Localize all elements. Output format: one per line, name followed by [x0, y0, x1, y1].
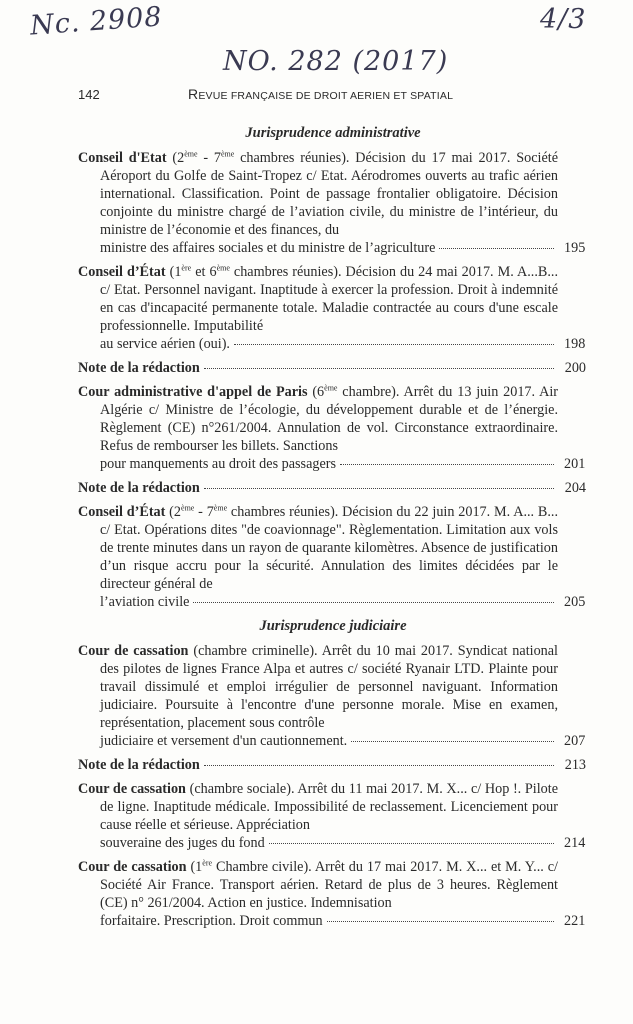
- dot-leader: [234, 344, 554, 345]
- superscript: ème: [324, 383, 338, 393]
- toc-entry: Conseil d'Etat (2ème - 7ème chambres réunies). Décision du 17 mai 2017. Société Aéroport du Golfe de Saint-Tropez c/ Etat. Aérodromes ouverts au trafic aérien international. Classification. Point de passage frontalier obligatoire. Décision conjointe du ministre chargé de l’aviation civile, du ministre de l’intérieur, du ministre de l’économie et des finances, du ministre des affaires sociales et du ministre de l’agriculture 195: [78, 149, 586, 256]
- entry-text: (6: [307, 384, 325, 400]
- superscript: ère: [202, 858, 213, 868]
- entry-text: et 6: [191, 264, 217, 280]
- toc-entry: Conseil d’État (2ème - 7ème chambres réunies). Décision du 22 juin 2017. M. A... B... c/ Etat. Opérations dites "de coavionnage". Règlementation. Limitation aux vols de trente minutes dans un rayon de quarante kilomètres. Absence de justification d’un risque accru pour la sécurité. Annulation des limites décidées par le directeur général de l’aviation civile 205: [78, 503, 586, 610]
- entry-text: pour manquements au droit des passagers: [100, 456, 337, 472]
- entry-text: chambres réunies). Décision du 17 mai 2017. Société Aéroport du Golfe de Saint-Tropez c/ Etat. Aérodromes ouverts au trafic aérien international. Classification. Point de passage frontalier obligatoire. Décision conjointe du ministre chargé de l’aviation civile, du ministre de l’intérieur, du ministre de l’économie et des finances, du: [100, 150, 558, 238]
- entry-text: l’aviation civile: [100, 594, 190, 610]
- entry-text: chambres réunies). Décision du 22 juin 2017. M. A... B... c/ Etat. Opérations dites "de coavionnage". Règlementation. Limitation aux vols de trente minutes dans un rayon de quarante kilomètres. Absence de justification d’un risque accru pour la sécurité. Annulation des limites décidées par le directeur général de: [100, 504, 558, 592]
- entry-text: (chambre criminelle). Arrêt du 10 mai 2017. Syndicat national des pilotes de lignes France Alpa et autres c/ société Ryanair LTD. Plainte pour travail dissimulé et emploi irrégulier de personnel naviguant. Information judiciaire. Poursuite à l'encontre d'une personne morale. Mise en examen, représentation, placement sous contrôle: [100, 643, 559, 731]
- superscript: ème: [184, 149, 198, 159]
- superscript: ème: [213, 503, 228, 513]
- toc-note: [78, 359, 586, 377]
- handwritten-fraction: 4/3: [540, 4, 587, 35]
- court-name: Cour de cassation: [78, 859, 187, 875]
- court-name: Conseil d’État: [78, 264, 166, 280]
- dot-leader: [204, 765, 554, 766]
- dot-leader: [204, 488, 554, 489]
- superscript: ème: [216, 263, 230, 273]
- entry-page-number: 200: [564, 360, 586, 376]
- entry-page-number: 213: [564, 757, 586, 773]
- entry-text: - 7: [194, 504, 214, 520]
- court-name: Cour de cassation: [78, 643, 189, 659]
- dot-leader: [204, 368, 554, 369]
- dot-leader: [439, 248, 554, 249]
- running-head-initial: R: [188, 86, 199, 102]
- entry-text: (2: [165, 504, 182, 520]
- entry-text: (1: [186, 859, 203, 875]
- court-name: Conseil d’État: [78, 504, 166, 520]
- note-label: Note de la rédaction: [78, 480, 200, 496]
- dot-leader: [327, 921, 554, 922]
- dot-leader: [351, 741, 554, 742]
- entry-text: (1: [165, 264, 182, 280]
- note-label: Note de la rédaction: [78, 757, 200, 773]
- dot-leader: [269, 843, 554, 844]
- running-head-text: EVUE FRANÇAISE DE DROIT AERIEN ET SPATIAL: [198, 90, 454, 102]
- toc-entry: Cour de cassation (chambre sociale). Arrêt du 11 mai 2017. M. X... c/ Hop !. Pilote de ligne. Inaptitude médicale. Impossibilité de reclassement. Licenciement pour cause réelle et sérieuse. Appréciation souveraine des juges du fond 214: [78, 781, 586, 851]
- toc-entry: Conseil d’État (1ère et 6ème chambres réunies). Décision du 24 mai 2017. M. A...B... c/ Etat. Personnel navigant. Inaptitude à exercer la profession. Droit à indemnité en cas d'incapacité permanente totale. Maladie contractée au cours d'une escale professionnelle. Imputabilité au service aérien (oui). 198: [78, 263, 586, 352]
- toc-note: [78, 479, 586, 497]
- court-name: Cour de cassation: [78, 781, 186, 797]
- toc-entry: Cour de cassation (chambre criminelle). Arrêt du 10 mai 2017. Syndicat national des pilotes de lignes France Alpa et autres c/ société Ryanair LTD. Plainte pour travail dissimulé et emploi irrégulier de personnel naviguant. Information judiciaire. Poursuite à l'encontre d'une personne morale. Mise en examen, représentation, placement sous contrôle judiciaire et versement d'un cautionnement. 207: [78, 643, 586, 749]
- entry-text: forfaitaire. Prescription. Droit commun: [100, 913, 323, 929]
- court-name: Cour administrative d'appel de Paris: [78, 384, 308, 400]
- entry-text: souveraine des juges du fond: [100, 835, 265, 851]
- entry-text: au service aérien (oui).: [100, 336, 230, 352]
- entry-text: - 7: [197, 150, 221, 166]
- handwritten-issue-number: NO. 282 (2017): [223, 46, 449, 77]
- superscript: ère: [181, 263, 192, 273]
- page-number: 142: [78, 87, 100, 102]
- running-head: [188, 86, 453, 102]
- entry-text: chambre). Arrêt du 13 juin 2017. Air Algérie c/ Ministre de l’écologie, du développement durable et de l’énergie. Règlement (CE) n°261/2004. Annulation de vol. Circonstance extraordinaire. Refus de rembourser les billets. Sanctions: [100, 384, 559, 454]
- toc-entry: Cour administrative d'appel de Paris (6ème chambre). Arrêt du 13 juin 2017. Air Algérie c/ Ministre de l’écologie, du développement durable et de l’énergie. Règlement (CE) n°261/2004. Annulation de vol. Circonstance extraordinaire. Refus de rembourser les billets. Sanctions pour manquements au droit des passagers 201: [78, 383, 586, 472]
- section-title-administrative: Jurisprudence administrative: [245, 125, 421, 141]
- dot-leader: [340, 464, 554, 465]
- entry-text: Chambre civile). Arrêt du 17 mai 2017. M. X... et M. Y... c/ Société Air France. Transport aérien. Retard de plus de 3 heures. Règlement (CE) n° 261/2004. Action en justice. Indemnisation: [100, 859, 558, 911]
- dot-leader: [193, 602, 554, 603]
- entry-text: (2: [166, 150, 185, 166]
- entry-text: judiciaire et versement d'un cautionnement.: [100, 733, 348, 749]
- table-of-contents: [78, 124, 586, 936]
- entry-page-number: 204: [564, 480, 586, 496]
- superscript: ème: [220, 149, 235, 159]
- court-name: Conseil d'Etat: [78, 150, 167, 166]
- superscript: ème: [181, 503, 195, 513]
- toc-note: [78, 756, 586, 774]
- section-title-judiciaire: Jurisprudence judiciaire: [259, 618, 407, 634]
- handwritten-reference: Nc. 2908: [29, 1, 164, 42]
- entry-text: chambres réunies). Décision du 24 mai 2017. M. A...B... c/ Etat. Personnel navigant. Inaptitude à exercer la profession. Droit à indemnité en cas d'incapacité permanente totale. Maladie contractée au cours d'une escale professionnelle. Imputabilité: [100, 264, 558, 334]
- note-label: Note de la rédaction: [78, 360, 200, 376]
- entry-text: ministre des affaires sociales et du ministre de l’agriculture: [100, 240, 436, 256]
- toc-entry: Cour de cassation (1ère Chambre civile). Arrêt du 17 mai 2017. M. X... et M. Y... c/ Société Air France. Transport aérien. Retard de plus de 3 heures. Règlement (CE) n° 261/2004. Action en justice. Indemnisation forfaitaire. Prescription. Droit commun 221: [78, 858, 586, 929]
- entry-text: (chambre sociale). Arrêt du 11 mai 2017. M. X... c/ Hop !. Pilote de ligne. Inaptitude médicale. Impossibilité de reclassement. Licenciement pour cause réelle et sérieuse. Appréciation: [100, 781, 558, 833]
